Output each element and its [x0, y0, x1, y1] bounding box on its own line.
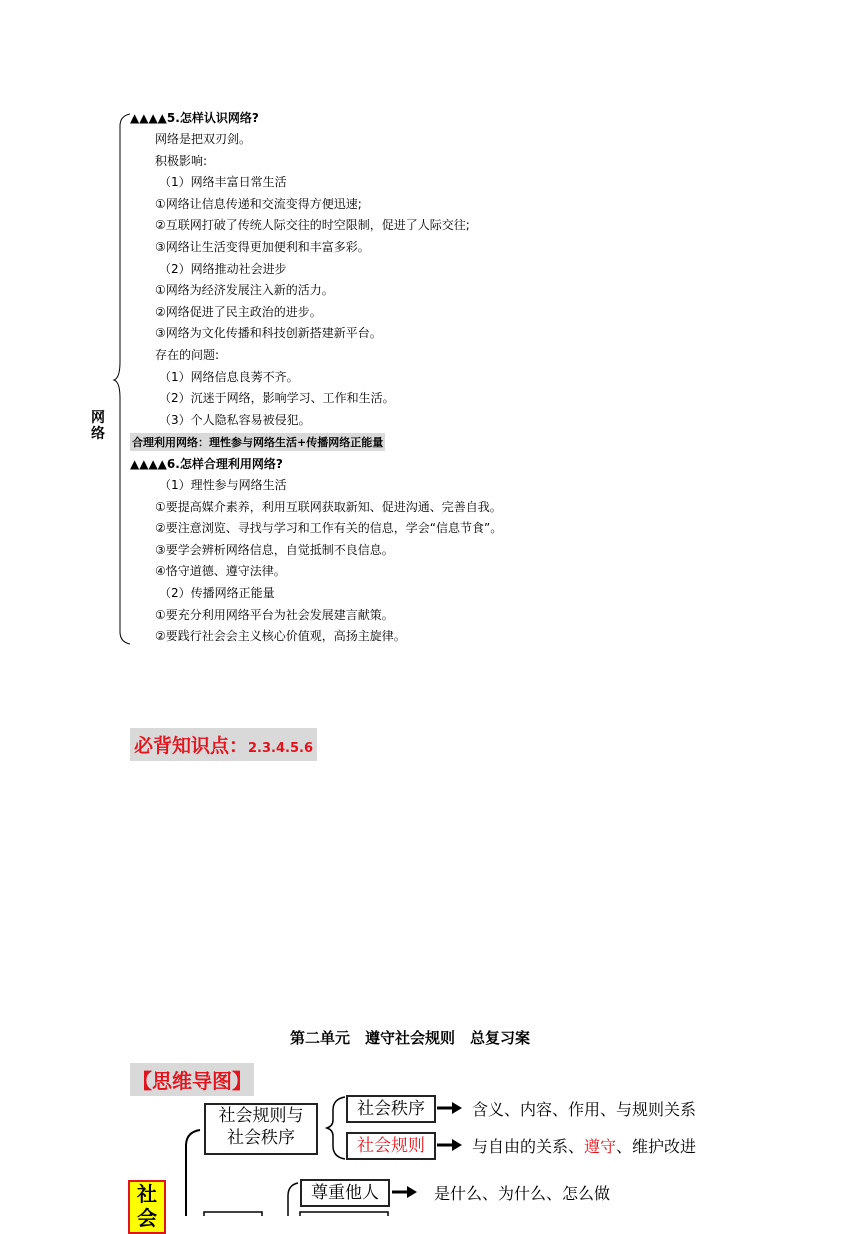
- text-line: ②网络促进了民主政治的进步。: [155, 304, 322, 319]
- text-line: （1）理性参与网络生活: [159, 478, 287, 492]
- summary-highlight: 合理利用网络：理性参与网络生活+传播网络正能量: [130, 433, 385, 451]
- q6-title: ▲▲▲▲6.怎样合理利用网络?: [130, 457, 283, 471]
- text-line: ②互联网打破了传统人际交往的时空限制，促进了人际交往;: [155, 218, 470, 233]
- node-rules-and-order-line1: 社会规则与: [218, 1106, 304, 1126]
- key-points-label: 必背知识点：: [134, 735, 249, 757]
- unit-title: 第二单元 遵守社会规则 总复习案: [290, 1029, 531, 1047]
- social-rules-desc-part1: 与自由的关系、: [472, 1137, 585, 1156]
- social-rules-desc: [472, 1134, 696, 1157]
- key-points-numbers: 2.3.4.5.6: [248, 741, 313, 756]
- text-line: ①网络为经济发展注入新的活力。: [155, 283, 334, 298]
- root-node-society: [128, 1180, 166, 1234]
- text-line: 积极影响:: [155, 153, 208, 168]
- network-side-label: 网络: [91, 410, 105, 442]
- social-order-desc: 含义、内容、作用、与规则关系: [472, 1100, 697, 1119]
- text-line: ②要践行社会会主义核心价值观，高扬主旋律。: [155, 629, 406, 644]
- text-line: （1）网络丰富日常生活: [159, 175, 287, 190]
- text-line: （2）网络推动社会进步: [159, 261, 287, 276]
- text-line: 存在的问题:: [155, 348, 220, 362]
- text-line: 网络是把双刃剑。: [155, 132, 252, 146]
- text-line: ③网络让生活变得更加便利和丰富多彩。: [155, 240, 370, 254]
- text-line: ③网络为文化传播和科技创新搭建新平台。: [155, 326, 382, 341]
- text-line: ①要充分利用网络平台为社会发展建言献策。: [155, 607, 394, 622]
- respect-others-desc: 是什么、为什么、怎么做: [434, 1184, 611, 1203]
- node-rules-and-order: [204, 1103, 318, 1155]
- node-respect-others: 尊重他人: [300, 1179, 390, 1207]
- text-line: ④恪守道德、遵守法律。: [155, 564, 286, 579]
- social-rules-desc-obey: 遵守: [584, 1137, 617, 1156]
- node-rules-and-order-line2: 社会秩序: [227, 1128, 295, 1148]
- root-node-label: 社会: [137, 1182, 157, 1230]
- q5-title: ▲▲▲▲5.怎样认识网络?: [130, 111, 259, 125]
- text-line: （2）沉迷于网络，影响学习、工作和生活。: [159, 391, 395, 406]
- mindmap-title: 【思维导图】: [130, 1063, 254, 1096]
- text-line: （2）传播网络正能量: [159, 586, 275, 600]
- node-social-rules: 社会规则: [346, 1132, 436, 1160]
- text-line: （3）个人隐私容易被侵犯。: [159, 412, 311, 427]
- node-social-order: 社会秩序: [346, 1095, 436, 1123]
- text-line: （1）网络信息良莠不齐。: [159, 369, 299, 384]
- text-line: ①要提高媒介素养，利用互联网获取新知、促进沟通、完善自我。: [155, 499, 502, 514]
- social-rules-desc-part2: 、维护改进: [616, 1137, 697, 1156]
- text-line: ③要学会辨析网络信息，自觉抵制不良信息。: [155, 542, 394, 557]
- text-line: ①网络让信息传递和交流变得方便迅速;: [155, 196, 362, 211]
- text-line: ②要注意浏览、寻找与学习和工作有关的信息，学会“信息节食”。: [155, 521, 503, 536]
